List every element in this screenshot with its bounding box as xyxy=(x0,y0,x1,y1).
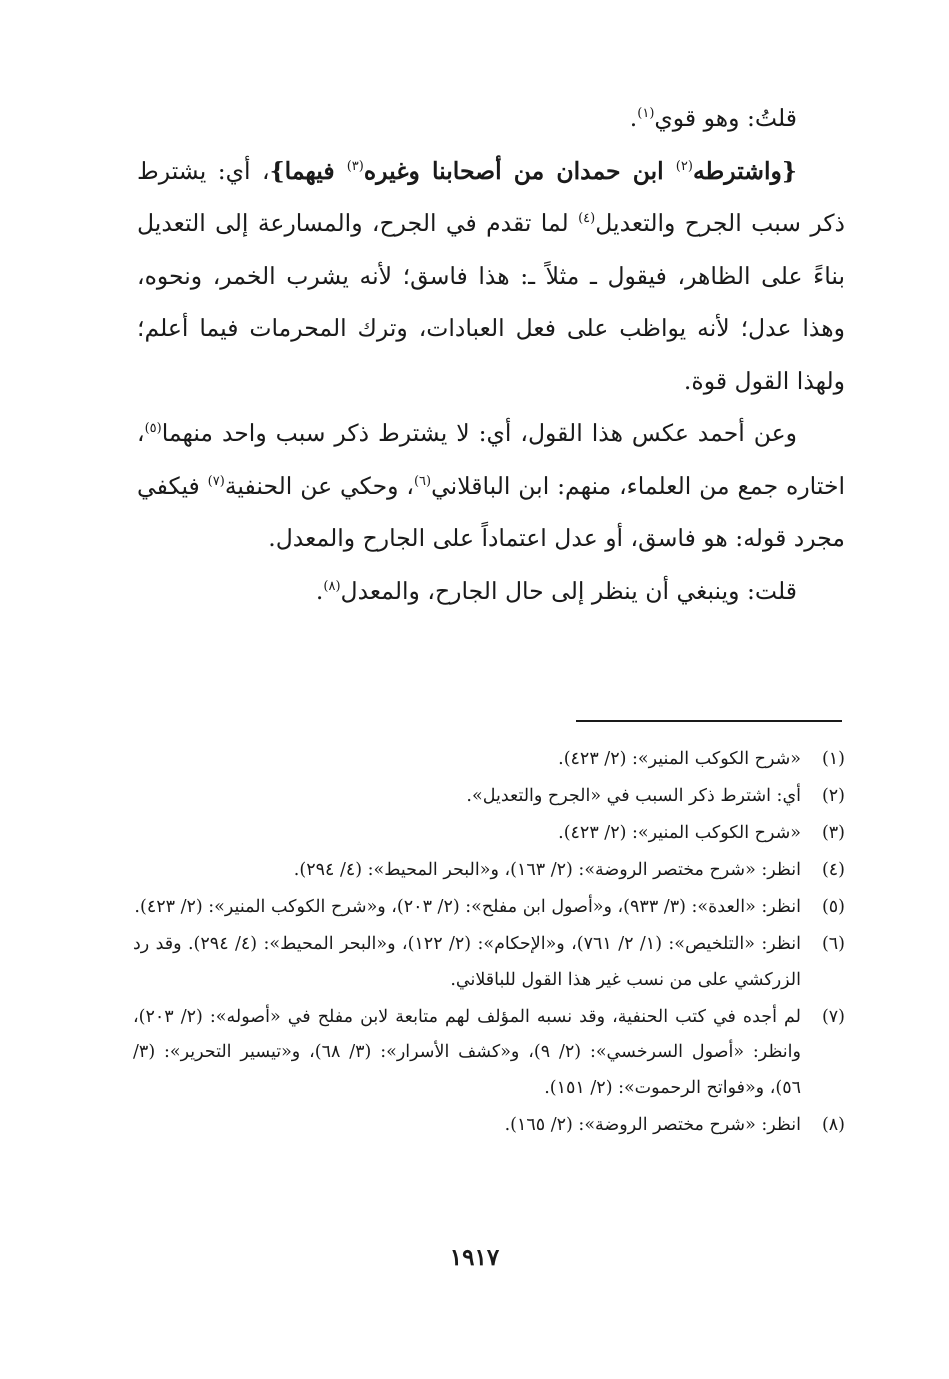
footnotes xyxy=(133,742,845,1145)
text-run: فيكفي مجرد قوله: هو فاسق، أو عدل اعتماداً على الجارح والمعدل. xyxy=(137,471,845,552)
footnote-separator xyxy=(576,720,842,722)
paragraph xyxy=(137,407,845,565)
footnote xyxy=(133,890,845,926)
footnote xyxy=(133,853,845,889)
text-run: وعن أحمد عكس هذا القول، أي: لا يشترط ذكر سبب واحد منهما xyxy=(161,419,797,447)
text-run: ، أي: يشترط ذكر سبب الجرح والتعديل xyxy=(137,156,845,237)
footnote-text: أي: اشترط ذكر السبب في «الجرح والتعديل». xyxy=(466,786,801,806)
footnote-text: انظر: «التلخيص»: (١/ ٢/ ٧٦١)، و«الإحكام»: (٢/ ١٢٢)، و«البحر المحيط»: (٤/ ٢٩٤). وقد رد الزركشي على من نسب غير هذا القول للباقلاني. xyxy=(133,934,801,990)
footnote-number: (٧) xyxy=(821,1006,845,1027)
footnote-text: انظر: «العدة»: (٣/ ٩٣٣)، و«أصول ابن مفلح»: (٢/ ٢٠٣)، و«شرح الكوكب المنير»: (٢/ ٤٢٣). xyxy=(134,897,801,917)
footnote-number: (٦) xyxy=(821,934,845,954)
footnote-text: انظر: «شرح مختصر الروضة»: (٢/ ١٦٣)، و«البحر المحيط»: (٤/ ٢٩٤). xyxy=(293,860,801,880)
page-number: ١٩١٧ xyxy=(449,1244,500,1271)
footnote-number: (٨) xyxy=(821,1114,845,1135)
text-run: لما تقدم في الجرح، والمسارعة إلى التعديل بناءً على الظاهر، فيقول ـ مثلاً ـ: هذا فاسق؛ لأنه يشرب الخمر، ونحوه، وهذا عدل؛ لأنه يواظب على فعل العبادات، وترك المحرمات فيما أعلم؛ ولهذا القول قوة. xyxy=(137,209,845,395)
text-run: قلت: وينبغي أن ينظر إلى حال الجارح، والمعدل xyxy=(340,576,797,605)
paragraph xyxy=(137,565,845,618)
main-text xyxy=(137,92,845,617)
text-run: . xyxy=(315,576,324,605)
footnote-ref: (٢) xyxy=(675,158,693,174)
footnote xyxy=(133,927,845,998)
text-run: قلتُ: وهو قوي xyxy=(654,104,797,132)
footnote-ref: (٧) xyxy=(207,473,225,489)
text-run: . xyxy=(629,104,638,132)
paragraph xyxy=(137,145,845,408)
footnote-ref: (٦) xyxy=(413,473,432,489)
footnote xyxy=(133,816,845,852)
quoted-text-run: ابن حمدان من أصحابنا وغيره xyxy=(363,156,676,185)
paragraph xyxy=(137,92,845,145)
quoted-text-run: {واشترطه xyxy=(692,156,797,185)
footnote-ref: (٥) xyxy=(144,421,162,437)
footnote-text: «شرح الكوكب المنير»: (٢/ ٤٢٣). xyxy=(558,749,801,769)
quoted-text-run: فيهما} xyxy=(269,156,347,185)
footnote-number: (٤) xyxy=(821,860,845,880)
footnote xyxy=(133,1000,845,1107)
footnote-ref: (٤) xyxy=(578,211,596,227)
footnote-number: (٢) xyxy=(821,786,845,806)
footnote-ref: (١) xyxy=(637,106,655,122)
footnote-text: انظر: «شرح مختصر الروضة»: (٢/ ١٦٥). xyxy=(504,1114,801,1135)
footnote-text: «شرح الكوكب المنير»: (٢/ ٤٢٣). xyxy=(558,823,801,843)
footnote-number: (٥) xyxy=(821,897,845,917)
footnote-number: (٣) xyxy=(821,823,845,843)
footnote xyxy=(133,742,845,778)
text-run: ، اختاره جمع من العلماء، منهم: ابن الباقلاني xyxy=(137,419,845,500)
footnote-ref: (٨) xyxy=(323,578,341,594)
text-run: ، وحكي عن الحنفية xyxy=(224,471,414,500)
footnote-text: لم أجده في كتب الحنفية، وقد نسبه المؤلف لهم متابعة لابن مفلح في «أصوله»: (٢/ ٢٠٣)، وانظر: «أصول السرخسي»: (٢/ ٩)، و«كشف الأسرار»: (٣/ ٦٨)، و«تيسير التحرير»: (٣/ ٥٦)، و«فواتح الرحموت»: (٢/ ١٥١). xyxy=(133,1006,801,1098)
footnote-ref: (٣) xyxy=(346,158,364,174)
footnote xyxy=(133,1108,845,1144)
footnote-number: (١) xyxy=(821,749,845,769)
footnote xyxy=(133,779,845,815)
